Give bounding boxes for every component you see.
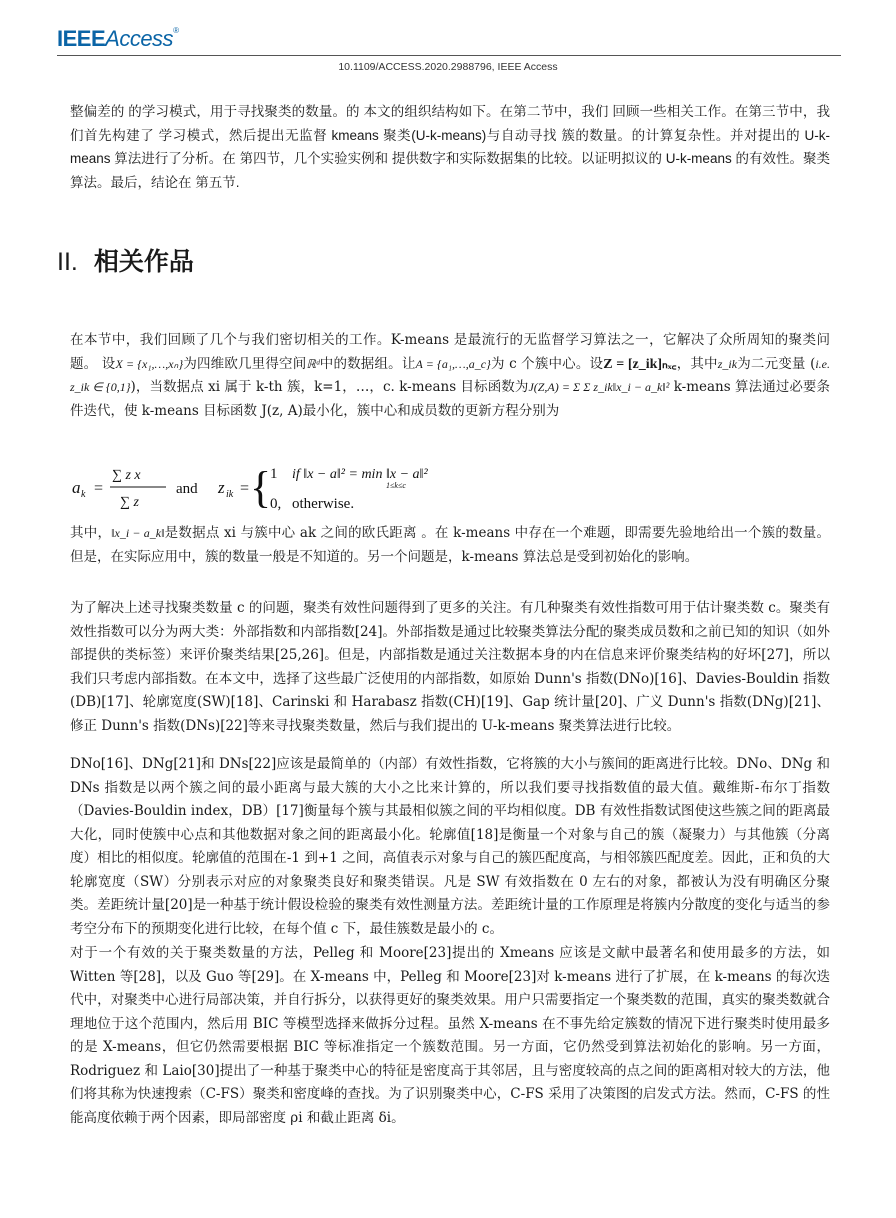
eq-and: and — [176, 481, 198, 497]
ieee-access-logo: IEEEAccess® — [57, 26, 179, 51]
eq-equals-1: = — [94, 480, 104, 497]
paragraph-xmeans-cfs: 对于一个有效的关于聚类数量的方法，Pelleg 和 Moore[23]提出的 Xmeans 应该是文献中最著名和使用最多的方法，如 Witten 等[28]，以及 Guo 等[29]。在 X-means 中，Pelleg 和 Moore[23]对 k-means 进行了扩展，在 k-means 的每次迭代中，对聚类中心进行局部决策，并自行拆分，以获得更好的聚类效果。用户只需要指定一个聚类数的范围，真实的聚类数就合理地位于这个范围内，然后用 BIC 等模型选择来做拆分过程。虽然 X-means 在不事先给定簇数的情况下进行聚类时使用最多的是 X-means，但它仍然需要根据 BIC 等标准指定一个簇数范围。另一方面，它仍然受到算法初始化的影响。另一方面，Rodriguez 和 Laio[30]提出了一种基于聚类中心的特征是密度高于其邻居，且与密度较高的点之间的距离相对较大的方法，他们将其称为快速搜索（C-FS）聚类和密度峰的查找。为了识别聚类中心，C-FS 采用了决策图的启发式方法。然而，C-FS 的性能高度依赖于两个因素，即局部密度 ρi 和截止距离 δi。 — [70, 945, 830, 1126]
eq-z-sub: ik — [226, 489, 234, 500]
paragraph-kmeans-intro: 在本节中，我们回顾了几个与我们密切相关的工作。K-means 是最流行的无监督学习算法之一，它解决了众所周知的聚类问题。 设X = {x₁,…,xₙ}为四维欧几里得空间ℝᵈ中的数据组。让A = {a₁,…,a_c}为 c 个簇中心。设Z = [z_ik]ₙₓ꜀，其中z_ik为二元变量 (i.e. z_ik ∈ {0,1})，当数据点 xi 属于 k-th 簇，k=1，…，c. k-means 目标函数为J(Z,A) = Σ Σ z_ik‖x_i − a_k‖² k-means 算法通过必要条件迭代，使 k-means 目标函数 J(z, A)最小化，簇中心和成员数的更新方程分别为 — [70, 332, 831, 419]
eq-case2-value: 0, — [270, 496, 282, 512]
math-centers-a: A = {a₁,…,a_c} — [415, 356, 491, 371]
math-norm: ‖x_i − a_k‖ — [111, 526, 165, 540]
intro-paragraph: 整偏差的 的学习模式，用于寻找聚类的数量。的 本文的组织结构如下。在第二节中，我们 回顾一些相关工作。在第三节中，我们首先构建了 学习模式，然后提出无监督 kmeans 聚类(U-k-means)与自动寻找 簇的数量。的计算复杂性。并对提出的 U-k-means 算法进行了分析。在 第四节，几个实验实例和 提供数字和实际数据集的比较。以证明拟议的 U-k-means 的有效性。聚类算法。最后，结论在 第五节. — [70, 104, 830, 190]
eq-equals-2: = — [240, 480, 250, 497]
doi-line: 10.1109/ACCESS.2020.2988796, IEEE Access — [338, 61, 558, 73]
math-dataset-x: X = {x₁,…,xₙ} — [115, 356, 184, 371]
paragraph-validity-indices: 为了解决上述寻找聚类数量 c 的问题，聚类有效性问题得到了更多的关注。有几种聚类有效性指数可用于估计聚类数 c。聚类有效性指数可以分为两大类：外部指数和内部指数[24]。外部指数是通过比较聚类算法分配的聚类成员数和之前已知的知识（如外部提供的类标签）来评价聚类结果[25,26]。但是，内部指数是通过关注数据本身的内在信息来评价聚类结构的好坏[27]，所以我们只考虑内部指数。在本文中，选择了这些最广泛使用的内部指数，如原始 Dunn's 指数(DNo)[16]、Davies-Bouldin 指数(DB)[17]、轮廓宽度(SW)[18]、Carinski 和 Harabasz 指数(CH)[19]、Gap 统计量[20]、广义 Dunn's 指数(DNg)[21]、修正 Dunn's 指数(DNs)[22]等来寻找聚类数量，然后与我们提出的 U-k-means 聚类算法进行比较。 — [70, 600, 830, 734]
header-rule — [57, 55, 841, 56]
eq-a-sub: k — [81, 489, 86, 500]
eq-case1-value: 1 — [270, 466, 278, 482]
math-membership-z: Z = [z_ik]ₙₓ꜀ — [603, 356, 677, 372]
math-objective-j: J(Z,A) = Σ Σ z_ik‖x_i − a_k‖² — [528, 380, 670, 394]
section-heading — [57, 242, 194, 278]
update-equations — [70, 458, 470, 522]
math-binary-def: i.e. z_ik ∈ {0,1} — [70, 356, 831, 394]
section-title: 相关作品 — [93, 248, 194, 276]
eq-brace: { — [250, 463, 272, 512]
eq-numerator: ∑ z x — [112, 468, 141, 483]
section-number: II. — [57, 248, 78, 276]
paragraph-distance: 其中，‖x_i − a_k‖是数据点 xi 与簇中心 ak 之间的欧氏距离 。在 k-means 中存在一个难题，即需要先验地给出一个簇的数量。但是，在实际应用中，簇的数量一般是不知道的。另一个问题是，k-means 算法总是受到初始化的影响。 — [70, 525, 830, 565]
math-zik: z_ik — [717, 356, 738, 371]
math-rd: ℝᵈ — [306, 356, 320, 371]
eq-case1-condition: if ‖x − a‖² = min ‖x − a‖² — [292, 467, 428, 482]
eq-a-lhs: a — [72, 478, 81, 497]
paragraph-dunn-db-sw: DNo[16]、DNg[21]和 DNs[22]应该是最简单的（内部）有效性指数，它将簇的大小与簇间的距离进行比较。DNo、DNg 和 DNs 指数是以两个簇之间的最小距离与最大簇的大小之比来计算的，所以我们要寻找指数值的最大值。戴维斯-布尔丁指数（Davies-Bouldin index，DB）[17]衡量每个簇与其最相似簇之间的平均相似度。DB 有效性指数试图使这些簇之间的距离最大化，同时使簇中心点和其他数据对象之间的距离最小化。轮廓值[18]是衡量一个对象与自己的簇（凝聚力）与其他簇（分离度）相比的相似度。轮廓值的范围在-1 到+1 之间，高值表示对象与自己的簇匹配度高，与相邻簇匹配度差。因此，正和负的大轮廓宽度（SW）分别表示对应的对象聚类良好和聚类错误。凡是 SW 有效指数在 0 左右的对象，都被认为没有明确区分聚类。差距统计量[20]是一种基于统计假设检验的聚类有效性测量方法。差距统计量的工作原理是将簇内分散度的变化与适当的参考空分布下的预期变化进行比较，在每个值 c 下，最佳簇数是最小的 c。 — [70, 756, 830, 937]
eq-denominator: ∑ z — [120, 495, 139, 510]
eq-z-lhs: z — [218, 478, 225, 497]
eq-case1-under: 1≤k≤c — [386, 481, 406, 490]
eq-case2-condition: otherwise. — [292, 496, 355, 512]
